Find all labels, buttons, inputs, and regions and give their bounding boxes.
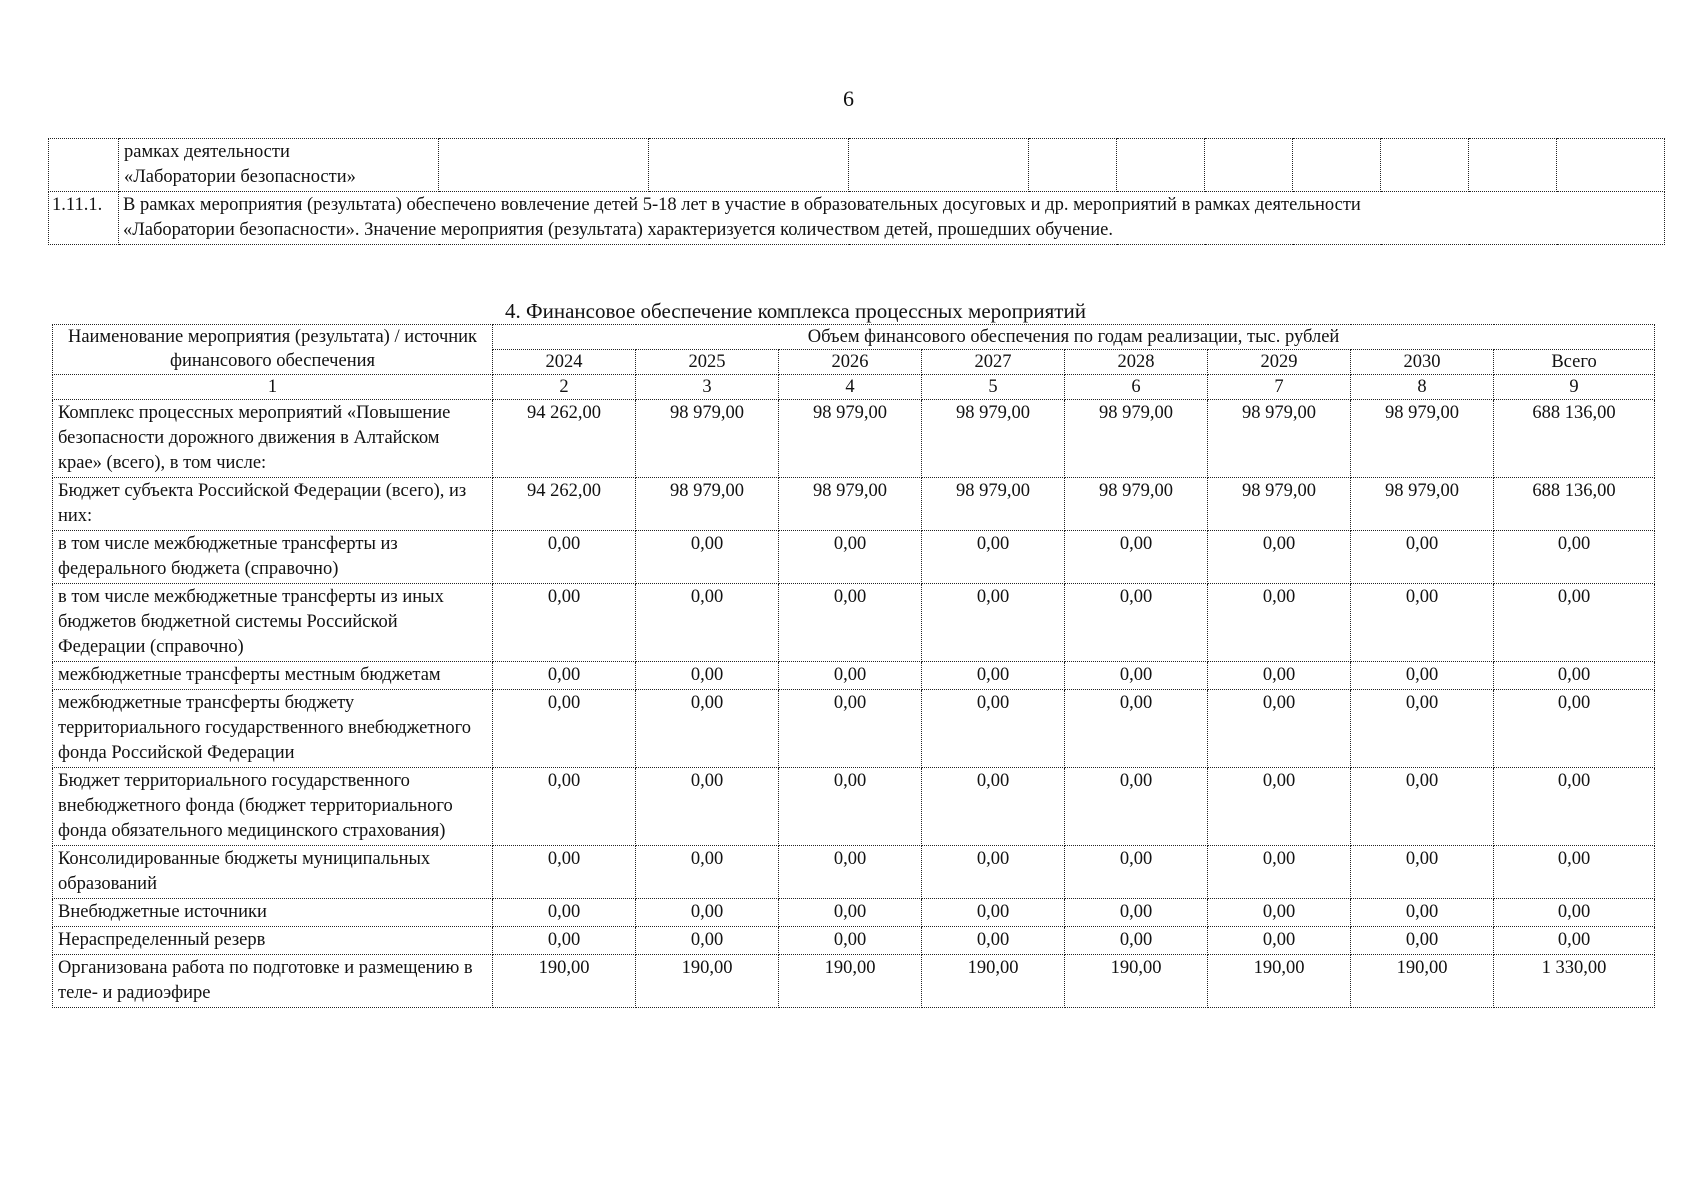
row-year-value: 0,00 xyxy=(1065,768,1208,846)
year-header: 2026 xyxy=(779,350,922,375)
row-total-value: 0,00 xyxy=(1494,584,1655,662)
row-name: в том числе межбюджетные трансферты из иных бюджетов бюджетной системы Российской Федерации (справочно) xyxy=(53,584,493,662)
row-year-value: 98 979,00 xyxy=(779,400,922,478)
row-year-value: 0,00 xyxy=(779,584,922,662)
row-total-value: 1 330,00 xyxy=(1494,955,1655,1008)
row-name: Консолидированные бюджеты муниципальных образований xyxy=(53,846,493,899)
table-row xyxy=(53,662,1655,690)
row-total-value: 0,00 xyxy=(1494,662,1655,690)
row-year-value: 0,00 xyxy=(1208,531,1351,584)
year-header: 2025 xyxy=(636,350,779,375)
name-column-header: Наименование мероприятия (результата) / источник финансового обеспечения xyxy=(53,325,493,375)
row-year-value: 0,00 xyxy=(779,690,922,768)
row-total-value: 0,00 xyxy=(1494,846,1655,899)
row-year-value: 0,00 xyxy=(1065,584,1208,662)
row-year-value: 0,00 xyxy=(636,927,779,955)
header-row xyxy=(53,325,1655,350)
row-year-value: 0,00 xyxy=(1065,690,1208,768)
row-year-value: 98 979,00 xyxy=(636,400,779,478)
row-year-value: 0,00 xyxy=(922,662,1065,690)
page-number: 6 xyxy=(843,86,854,111)
row-year-value: 0,00 xyxy=(1208,690,1351,768)
year-header: 2029 xyxy=(1208,350,1351,375)
column-numbers-row xyxy=(53,375,1655,400)
row-year-value: 98 979,00 xyxy=(922,400,1065,478)
row-year-value: 98 979,00 xyxy=(1208,400,1351,478)
column-number: 4 xyxy=(779,375,922,400)
row-year-value: 0,00 xyxy=(636,899,779,927)
row-name: межбюджетные трансферты бюджету территориального государственного внебюджетного фонда Российской Федерации xyxy=(53,690,493,768)
table-row xyxy=(53,955,1655,1008)
year-header: 2028 xyxy=(1065,350,1208,375)
row-year-value: 0,00 xyxy=(779,662,922,690)
table-row xyxy=(53,846,1655,899)
row-name: Бюджет территориального государственного внебюджетного фонда (бюджет территориального фонда обязательного медицинского страхования) xyxy=(53,768,493,846)
row-year-value: 0,00 xyxy=(1208,584,1351,662)
row-year-value: 0,00 xyxy=(1208,662,1351,690)
row-year-value: 0,00 xyxy=(493,927,636,955)
row-total-value: 0,00 xyxy=(1494,899,1655,927)
row-year-value: 0,00 xyxy=(1208,768,1351,846)
table-row xyxy=(53,584,1655,662)
activity-name-line: рамках деятельности xyxy=(124,142,290,162)
row-total-value: 0,00 xyxy=(1494,768,1655,846)
row-year-value: 94 262,00 xyxy=(493,400,636,478)
row-year-value: 0,00 xyxy=(493,768,636,846)
row-year-value: 190,00 xyxy=(779,955,922,1008)
row-year-value: 0,00 xyxy=(493,531,636,584)
activity-description xyxy=(119,192,1665,245)
row-year-value: 190,00 xyxy=(1208,955,1351,1008)
row-year-value: 0,00 xyxy=(779,768,922,846)
activity-description-line: В рамках мероприятия (результата) обеспечено вовлечение детей 5-18 лет в участие в образовательных досуговых и др. мероприятий в рамках деятельности xyxy=(123,195,1361,215)
volume-header: Объем финансового обеспечения по годам реализации, тыс. рублей xyxy=(493,325,1655,350)
row-year-value: 0,00 xyxy=(636,662,779,690)
row-year-value: 0,00 xyxy=(636,690,779,768)
row-year-value: 0,00 xyxy=(493,584,636,662)
row-year-value: 0,00 xyxy=(922,899,1065,927)
row-year-value: 0,00 xyxy=(1351,662,1494,690)
row-year-value: 0,00 xyxy=(1351,531,1494,584)
row-year-value: 0,00 xyxy=(493,899,636,927)
row-year-value: 0,00 xyxy=(493,690,636,768)
row-year-value: 0,00 xyxy=(1065,846,1208,899)
row-year-value: 0,00 xyxy=(922,846,1065,899)
table-row xyxy=(53,899,1655,927)
table-row xyxy=(53,927,1655,955)
year-header: 2027 xyxy=(922,350,1065,375)
row-name: в том числе межбюджетные трансферты из федерального бюджета (справочно) xyxy=(53,531,493,584)
row-year-value: 0,00 xyxy=(1351,927,1494,955)
row-year-value: 0,00 xyxy=(779,531,922,584)
activity-description-row xyxy=(49,192,1665,245)
row-year-value: 0,00 xyxy=(636,584,779,662)
row-year-value: 0,00 xyxy=(636,531,779,584)
column-number: 2 xyxy=(493,375,636,400)
total-header: Всего xyxy=(1494,350,1655,375)
activity-code: 1.11.1. xyxy=(49,192,119,245)
row-year-value: 0,00 xyxy=(1065,927,1208,955)
row-year-value: 0,00 xyxy=(779,846,922,899)
row-total-value: 688 136,00 xyxy=(1494,400,1655,478)
activity-row-continuation xyxy=(49,139,1665,192)
activity-continuation-table xyxy=(48,138,1665,245)
year-header: 2024 xyxy=(493,350,636,375)
row-year-value: 0,00 xyxy=(779,899,922,927)
row-year-value: 0,00 xyxy=(1208,899,1351,927)
column-number: 9 xyxy=(1494,375,1655,400)
row-total-value: 0,00 xyxy=(1494,690,1655,768)
row-year-value: 0,00 xyxy=(779,927,922,955)
row-year-value: 98 979,00 xyxy=(1065,400,1208,478)
activity-name-cell xyxy=(119,139,439,192)
section-title: 4. Финансовое обеспечение комплекса процессных мероприятий xyxy=(505,299,1086,323)
column-number: 7 xyxy=(1208,375,1351,400)
row-name: межбюджетные трансферты местным бюджетам xyxy=(53,662,493,690)
row-year-value: 0,00 xyxy=(636,768,779,846)
row-year-value: 0,00 xyxy=(1065,531,1208,584)
row-year-value: 190,00 xyxy=(493,955,636,1008)
row-year-value: 0,00 xyxy=(1351,584,1494,662)
row-year-value: 0,00 xyxy=(1208,927,1351,955)
row-year-value: 0,00 xyxy=(922,531,1065,584)
row-year-value: 98 979,00 xyxy=(636,478,779,531)
row-year-value: 98 979,00 xyxy=(779,478,922,531)
row-year-value: 0,00 xyxy=(1351,899,1494,927)
row-year-value: 0,00 xyxy=(493,846,636,899)
row-year-value: 94 262,00 xyxy=(493,478,636,531)
column-number: 5 xyxy=(922,375,1065,400)
row-year-value: 0,00 xyxy=(922,768,1065,846)
row-year-value: 0,00 xyxy=(922,690,1065,768)
row-year-value: 98 979,00 xyxy=(1351,400,1494,478)
row-year-value: 0,00 xyxy=(1065,662,1208,690)
row-year-value: 190,00 xyxy=(636,955,779,1008)
row-name: Внебюджетные источники xyxy=(53,899,493,927)
row-year-value: 0,00 xyxy=(493,662,636,690)
financing-table-body xyxy=(53,400,1655,1008)
row-year-value: 190,00 xyxy=(1351,955,1494,1008)
row-year-value: 0,00 xyxy=(922,927,1065,955)
activity-description-line: «Лаборатории безопасности». Значение мероприятия (результата) характеризуется количеством детей, прошедших обучение. xyxy=(123,220,1113,240)
row-year-value: 0,00 xyxy=(1065,899,1208,927)
row-name: Бюджет субъекта Российской Федерации (всего), из них: xyxy=(53,478,493,531)
year-header: 2030 xyxy=(1351,350,1494,375)
row-year-value: 190,00 xyxy=(922,955,1065,1008)
activity-name-line: «Лаборатории безопасности» xyxy=(124,167,356,187)
row-year-value: 190,00 xyxy=(1065,955,1208,1008)
column-number: 3 xyxy=(636,375,779,400)
row-total-value: 0,00 xyxy=(1494,531,1655,584)
row-total-value: 0,00 xyxy=(1494,927,1655,955)
column-number: 6 xyxy=(1065,375,1208,400)
row-year-value: 98 979,00 xyxy=(1351,478,1494,531)
row-name: Комплекс процессных мероприятий «Повышение безопасности дорожного движения в Алтайском крае» (всего), в том числе: xyxy=(53,400,493,478)
row-name: Организована работа по подготовке и размещению в теле- и радиоэфире xyxy=(53,955,493,1008)
table-row xyxy=(53,400,1655,478)
row-name: Нераспределенный резерв xyxy=(53,927,493,955)
row-year-value: 0,00 xyxy=(636,846,779,899)
row-year-value: 98 979,00 xyxy=(1208,478,1351,531)
row-year-value: 98 979,00 xyxy=(1065,478,1208,531)
table-row xyxy=(53,768,1655,846)
column-number: 8 xyxy=(1351,375,1494,400)
row-year-value: 0,00 xyxy=(1351,846,1494,899)
table-row xyxy=(53,531,1655,584)
financing-table xyxy=(52,324,1655,1008)
row-year-value: 98 979,00 xyxy=(922,478,1065,531)
table-row xyxy=(53,478,1655,531)
row-year-value: 0,00 xyxy=(922,584,1065,662)
table-row xyxy=(53,690,1655,768)
row-total-value: 688 136,00 xyxy=(1494,478,1655,531)
row-year-value: 0,00 xyxy=(1351,768,1494,846)
row-year-value: 0,00 xyxy=(1351,690,1494,768)
column-number: 1 xyxy=(53,375,493,400)
row-year-value: 0,00 xyxy=(1208,846,1351,899)
